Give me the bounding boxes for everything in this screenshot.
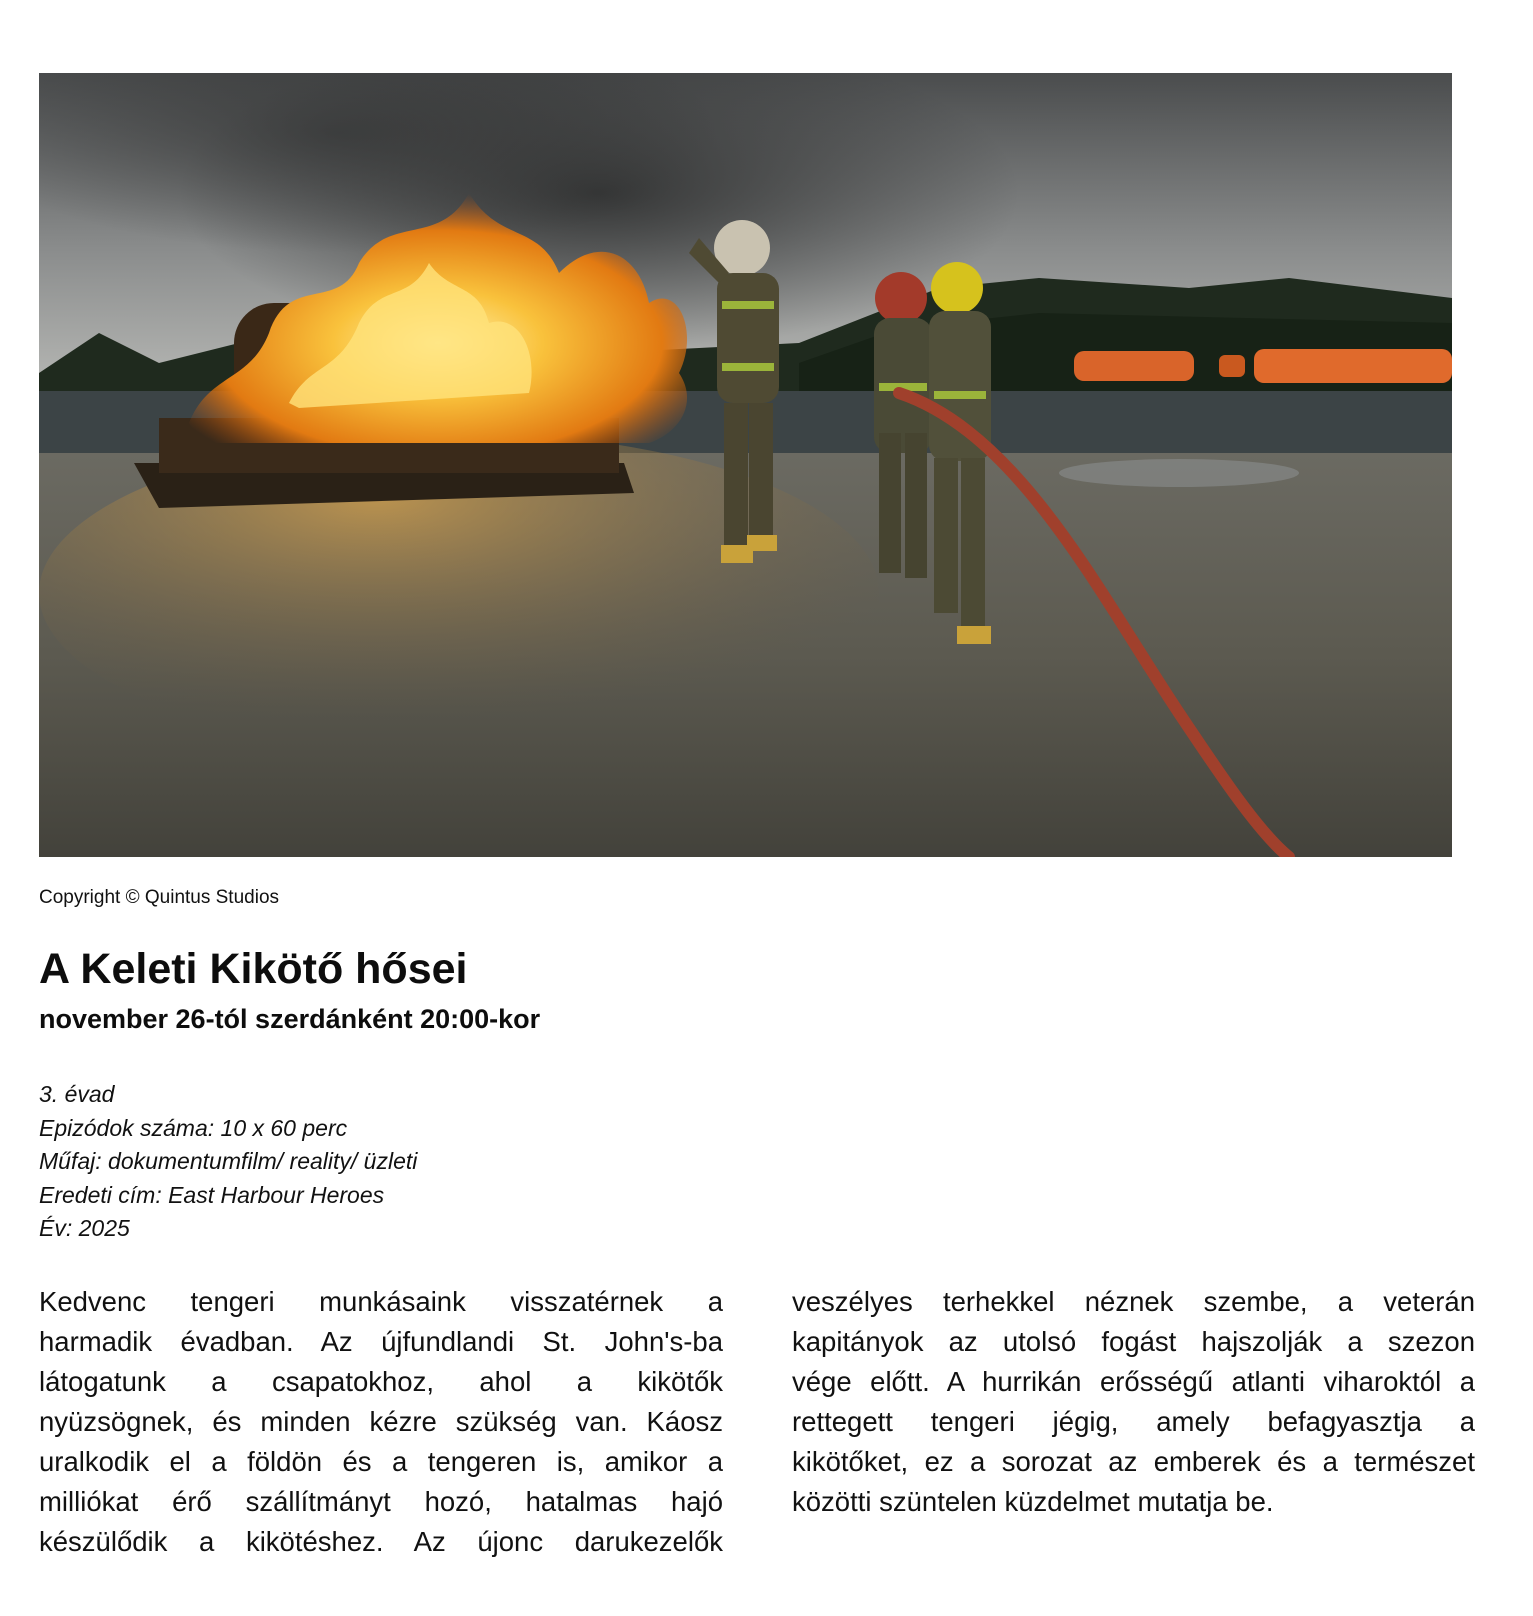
body-line: milliókat érő szállítmányt hozó, hatalmas hajó (39, 1486, 723, 1517)
meta-year: Év: 2025 (39, 1215, 130, 1241)
body-line: vége előtt. A hurrikán erősségű atlanti viharoktól a (792, 1366, 1475, 1397)
schedule-subtitle: november 26-tól szerdánként 20:00-kor (39, 1004, 541, 1034)
hero-photo (39, 73, 1452, 857)
body-text-left-column (39, 1282, 723, 1562)
meta-episodes: Epizódok száma: 10 x 60 perc (39, 1114, 348, 1141)
show-metadata (39, 1078, 417, 1246)
photo-copyright: Copyright © Quintus Studios (39, 887, 280, 908)
body-line: rettegett tengeri jégig, amely befagyasztja a (792, 1406, 1475, 1437)
body-line: nyüzsögnek, és minden kézre szükség van. Káosz (39, 1406, 723, 1437)
body-line: látogatunk a csapatokhoz, ahol a kikötők (39, 1366, 723, 1397)
meta-season: 3. évad (39, 1081, 115, 1107)
page-title: A Keleti Kikötő hősei (39, 945, 468, 993)
meta-genre: Műfaj: dokumentumfilm/ reality/ üzleti (39, 1148, 418, 1174)
body-line: közötti szüntelen küzdelmet mutatja be. (792, 1486, 1274, 1517)
body-line: kikötőket, ez a sorozat az emberek és a természet (792, 1446, 1475, 1477)
body-line: uralkodik el a földön és a tengeren is, amikor a (39, 1446, 723, 1477)
body-line: kapitányok az utolsó fogást hajszolják a szezon (792, 1326, 1475, 1357)
meta-original-title: Eredeti cím: East Harbour Heroes (39, 1181, 385, 1208)
body-line: veszélyes terhekkel néznek szembe, a veterán (792, 1286, 1475, 1317)
body-line: Kedvenc tengeri munkásaink visszatérnek a (39, 1286, 723, 1317)
body-text-right-column (792, 1282, 1475, 1522)
body-line: harmadik évadban. Az újfundlandi St. John's-ba (39, 1326, 723, 1357)
body-line: készülődik a kikötéshez. Az újonc darukezelők (39, 1526, 723, 1557)
firefighters-photo-icon (39, 73, 1452, 857)
